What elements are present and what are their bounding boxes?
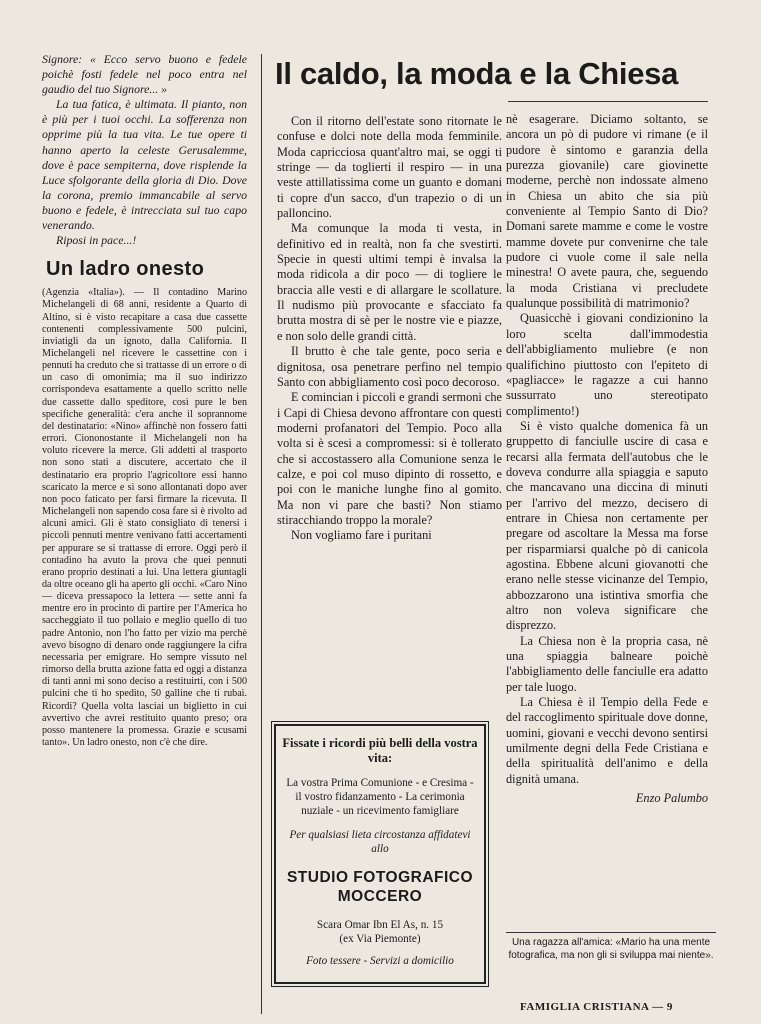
ad-heading: Fissate i ricordi più belli della vostra vita: xyxy=(282,736,478,765)
joke-caption: Una ragazza all'amica: «Mario ha una mente fotografica, ma non gli si sviluppa mai niente». xyxy=(506,932,716,962)
prayer-paragraph: Riposi in pace...! xyxy=(56,233,137,248)
ad-services: Foto tessere - Servizi a domicilio xyxy=(306,955,454,967)
title-rule xyxy=(508,101,708,102)
ad-address-2: (ex Via Piemonte) xyxy=(339,933,421,945)
article-signature: Enzo Palumbo xyxy=(635,791,708,806)
ad-invite: Per qualsiasi lieta circostanza affidatevi allo xyxy=(289,829,471,855)
article-paragraph: Il brutto è che tale gente, poco seria e dignitosa, osa penetrare perfino nel tempio Santo con abbigliamento così poco decoroso. xyxy=(277,344,502,389)
article-paragraph: La Chiesa non è la propria casa, nè una spiaggia balneare poichè l'abbigliamento delle fanciulle era adatto per tale luogo. xyxy=(506,633,708,694)
article-paragraph: Con il ritorno dell'estate sono ritornate le confuse e dolci note della moda femminile. Moda capricciosa quant'altro mai, se oggi ti stringe — da toglierti il respiro — in una veste attillatissima come un guanto e domani ti copre d'un sacco, d'un trapezio o di un palloncino. xyxy=(277,114,502,221)
article-paragraph: La Chiesa è il Tempio della Fede e del raccoglimento spirituale dove donne, uomini, giovani e vecchi devono sentirsi umilmente degni della Fede Cristiana e della spiritualità dell'animo e della dignità umana. xyxy=(506,695,708,786)
ad-address: Scara Omar Ibn El As, n. 15 xyxy=(316,919,444,931)
photo-studio-ad xyxy=(274,724,486,984)
ad-studio-name: STUDIO FOTOGRAFICO MOCCERO xyxy=(286,869,474,905)
article-paragraph: Ma comunque la moda ti vesta, in definitivo ed in realtà, non fa che svestirti. Specie in questi ultimi tempi è invalsa la moda ridicola a dir poco — di togliere le braccia alle vesti e di allargare le scollature. Il nudismo più provocante e sfacciato fa brutta mostra di sè per le nostre vie e piazze, e non solo delle grandi città. xyxy=(277,221,502,343)
column-divider xyxy=(261,54,262,1014)
prayer-paragraph: La tua fatica, è ultimata. Il pianto, non è più per i tuoi occhi. La sofferenza non opprime più la tua vita. Le tue opere ti hanno aperto la celeste Gerusalemme, dove è pace sempiterna, dove risplende la Luce sfolgorante della gloria di Dio. Dove la corona, premio immancabile al servo buono e fedele, è intrecciata sul tuo capo venerando. xyxy=(42,97,247,233)
article-paragraph: Quasicchè i giovani condizionino la loro scelta dall'immodestia dell'abbigliamento muliebre (e non qualifichino piuttosto con l'epiteto di «pagliacce» le ragazze a cui hanno sussurrato uno stereotipato complimento!) xyxy=(506,311,708,418)
article-paragraph: Non vogliamo fare i puritani xyxy=(291,528,432,543)
left-column xyxy=(42,52,247,749)
ladro-title: Un ladro onesto xyxy=(46,258,205,281)
article-paragraph: Si è visto qualche domenica fà un gruppetto di fanciulle uscire di casa e recarsi alla fermata dell'autobus che le doveva condurre alla spiaggia e saputo che mancavano una diccina di minuti per l'arrivo del mezzo, decisero di entrare in Chiesa non certamente per pregare od ascoltare la Messa ma forse per risparmiarsi qualche pò di canicola agostina. Ebbene alcuni giovanotti che erano nelle stesse vicinanze del Tempio, abbozzarono una istintiva smorfia che altro non voleva significare che disprezzo. xyxy=(506,418,708,633)
article-column-2 xyxy=(277,114,502,544)
ad-events: La vostra Prima Comunione - e Cresima - il vostro fidanzamento - La cerimonia nuziale - un ricevimento famigliare xyxy=(286,777,474,817)
page-footer: FAMIGLIA CRISTIANA — 9 xyxy=(520,1001,673,1013)
article-title: Il caldo, la moda e la Chiesa xyxy=(275,56,679,91)
ladro-text: (Agenzia «Italia»). — Il contadino Marino Michelangeli di 68 anni, residente a Quarto di Altino, si è visto recapitare a casa due cassette contenenti complessivamente 500 pulcini, inviatigli da un ignoto, dalla California. Il Michelangeli nel ricevere le cassettine con i pennuti ha creduto che si trattasse di un errore o di un caso di omonimia; ma il suo indirizzo corrispondeva esattamente a quello scritto nelle due cassette dallo speditore, così pure le ben specifiche generalità: c'era anche il soprannome del destinatario: «Nino» affinchè non fossero fatti errori. Ciononostante il Michelangeli non ha voluto ricevere la merce. Gli addetti al trasporto non sono stati a discutere, accertato che il destinatario era proprio l'agricoltore essi hanno scaricato la merce e si sono allontanati dopo aver non poco faticato per farsi firmare la ricevuta. Il Michelangeli non sapendo cosa fare si è rivolto ad alcuni amici. Gli è stato consigliato di tenersi i piccoli pennuti mentre venivano fatti accertamenti per appurare se si trattasse di errore. Oggi però il contadino ha avuto la prova che quei pennuti erano proprio destinati a lui. Una lettera giuntagli da oltre oceano gli ha aperto gli occhi. «Caro Nino — diceva pressapoco la lettera — sette anni fa mentre ero in procinto di partire per l'America ho saccheggiato il tuo pollaio e meglio quello di tuo padre Antonio, non l'ho fatto per vizio ma perchè avevo bisogno di denaro onde raggiungere la cifra necessaria per emigrare. Ho sempre vissuto nel rimorso della brutta azione fatta ed oggi a distanza di tanti anni mi sono deciso a restituirti, con i 500 pulcini che ti ho spedito, 50 galline che ti rubai. Ricordi? Quella volta lasciai un biglietto in cui avvertivo che avrei restituito quanto preso; ora posso mantenere la promessa. Grazie e scusami tanto». Un ladro onesto, non c'è che dire. xyxy=(42,287,247,748)
article-column-3 xyxy=(506,112,708,806)
prayer-paragraph: Signore: « Ecco servo buono e fedele poichè fosti fedele nel poco entra nel gaudio del tuo Signore... » xyxy=(42,52,247,97)
prayer-text xyxy=(42,52,247,248)
article-paragraph: E comincian i piccoli e grandi sermoni che i Capi di Chiesa devono affrontare con questi moderni profanatori del Tempio. Poco alla volta si è scesi a compromessi: si è tollerato che si accostassero alla Comunione senza le calze, e poi col muso dipinto di rossetto, e poi con le maniche lunghe fino al gomito. Ma non vi pare che basti? Non stiamo stiracchiando troppo la morale? xyxy=(277,390,502,527)
article-paragraph: nè esagerare. Diciamo soltanto, se ancora un pò di pudore vi rimane (e il pudore è sintomo e garanzia della purezza giovanile) care giovinette moderne, perchè non indossate almeno in Chiesa un abito che sia più conveniente al Tempio Santo di Dio? Domani sarete mamme e come le vostre mamme dovete pur convenirne che tale pudore ci vuole come il sale nella minestra! O avete paura, che, seguendo la moda Cristiana vi precludete qualunque possibilità di matrimonio? xyxy=(506,112,708,311)
